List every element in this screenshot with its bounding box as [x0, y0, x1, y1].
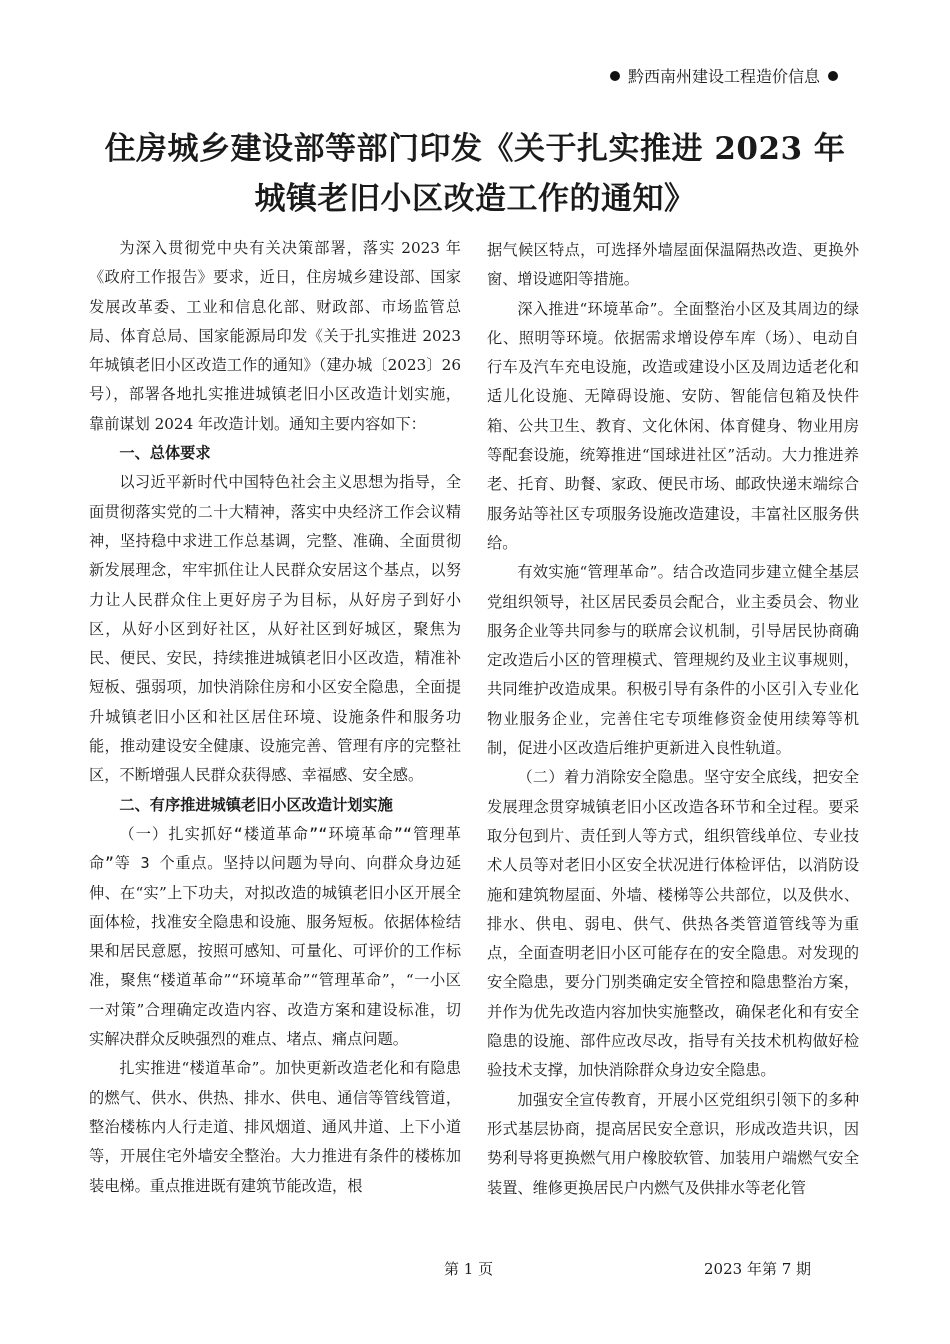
bullet-dot-icon: [828, 71, 838, 81]
environment-paragraph: 深入推进“环境革命”。全面整治小区及其周边的绿化、照明等环境。依据需求增设停车库（场）、电动自行车及汽车充电设施，改造或建设小区及周边适老化和适儿化设施、无障碍设施、安防、智能信包箱及快件箱、公共卫生、教育、文化休闲、体育健身、物业用房等配套设施，统筹推进“国球进社区”活动。大力推进养老、托育、助餐、家政、便民市场、邮政快递末端综合服务站等社区专项服务设施改造建设，丰富社区服务供给。: [487, 299, 859, 552]
subsection-1-heading: （一）扎实抓好“楼道革命”“环境革命”“管理革命”等 3 个重点。: [89, 824, 461, 873]
journal-name: 黔西南州建设工程造价信息: [627, 67, 820, 86]
management-paragraph: 有效实施“管理革命”。结合改造同步建立健全基层党组织领导，社区居民委员会配合，业主委员会、物业服务企业等共同参与的联席会议机制，引导居民协商确定改造后小区的管理模式、管理规约及业主议事规则，共同维护改造成果。积极引导有条件的小区引入专业化物业服务企业，完善住宅专项维修资金使用续筹等机制，促进小区改造后维护更新进入良性轨道。: [487, 563, 859, 758]
issue-number: 2023 年第 7 期: [704, 1260, 812, 1278]
subsection-1-paragraph: [89, 820, 461, 1054]
section-heading-2: 二、有序推进城镇老旧小区改造计划实施: [119, 795, 393, 814]
right-column: [487, 236, 859, 1203]
stairwell-paragraph: 扎实推进“楼道革命”。加快更新改造老化和有隐患的燃气、供水、供热、排水、供电、通信等管线管道，整治楼栋内人行走道、排风烟道、通风井道、上下小道等，开展住宅外墙安全整治。大力推进有条件的楼栋加装电梯。重点推进既有建筑节能改造，根: [89, 1059, 461, 1195]
promotion-paragraph: 加强安全宣传教育，开展小区党组织引领下的多种形式基层协商，提高居民安全意识，形成改造共识，因势利导将更换燃气用户橡胶软管、加装用户端燃气安全装置、维修更换居民户内燃气及供排水等老化管: [487, 1090, 859, 1197]
journal-header: [610, 64, 838, 87]
overall-paragraph: 以习近平新时代中国特色社会主义思想为指导，全面贯彻落实党的二十大精神，落实中央经济工作会议精神，坚持稳中求进工作总基调，完整、准确、全面贯彻新发展理念，牢牢抓住让人民群众安居这个基点，以努力让人民群众住上更好房子为目标，从好房子到好小区，从好小区到好社区，从好社区到好城区，聚焦为民、便民、安民，持续推进城镇老旧小区改造，精准补短板、强弱项，加快消除住房和小区安全隐患，全面提升城镇老旧小区和社区居住环境、设施条件和服务功能，推动建设安全健康、设施完善、管理有序的完整社区，不断增强人民群众获得感、幸福感、安全感。: [89, 473, 461, 785]
subsection-2-heading: （二）着力消除安全隐患。: [517, 768, 704, 787]
subsection-2-paragraph: [487, 763, 859, 1085]
subsection-1-text: 坚持以问题为导向、向群众身边延伸、在“实”上下功夫，对拟改造的城镇老旧小区开展全面体检，找准安全隐患和设施、服务短板。依据体检结果和居民意愿，按照可感知、可量化、可评价的工作标准，聚焦“楼道革命”“环境革命”“管理革命”，“一小区一对策”合理确定改造内容、改造方案和建设标准，切实解决群众反映强烈的难点、堵点、痛点问题。: [89, 854, 462, 1049]
article-title: [0, 124, 950, 224]
intro-paragraph: 为深入贯彻党中央有关决策部署，落实 2023 年《政府工作报告》要求，近日，住房城乡建设部、国家发展改革委、工业和信息化部、财政部、市场监管总局、体育总局、国家能源局印发《关于扎实推进 2023 年城镇老旧小区改造工作的通知》（建办城〔2023〕26 号），部署各地扎实推进城镇老旧小区改造计划实施，靠前谋划 2024 年改造计划。通知主要内容如下：: [89, 239, 461, 433]
continued-paragraph: 据气候区特点，可选择外墙屋面保温隔热改造、更换外窗、增设遮阳等措施。: [487, 241, 859, 289]
title-line-2: 城镇老旧小区改造工作的通知》: [254, 181, 696, 217]
page-number: 第 1 页: [444, 1260, 494, 1278]
section-heading-1: 一、总体要求: [119, 444, 211, 463]
left-column: [89, 234, 461, 1201]
subsection-2-text: 坚守安全底线，把安全发展理念贯穿城镇老旧小区改造各环节和全过程。要采取分包到片、责任到人等方式，组织管线单位、专业技术人员等对老旧小区安全状况进行体检评估，以消防设施和建筑物屋面、外墙、楼梯等公共部位，以及供水、排水、供电、弱电、供气、供热各类管道管线等为重点，全面查明老旧小区可能存在的安全隐患。对发现的安全隐患，要分门别类确定安全管控和隐患整治方案，并作为优先改造内容加快实施整改，确保老化和有安全隐患的设施、部件应改尽改，指导有关技术机构做好检验技术支撑，加快消除群众身边安全隐患。: [487, 768, 860, 1080]
bullet-dot-icon: [610, 71, 620, 81]
title-line-1: 住房城乡建设部等部门印发《关于扎实推进 2023 年: [104, 131, 846, 167]
